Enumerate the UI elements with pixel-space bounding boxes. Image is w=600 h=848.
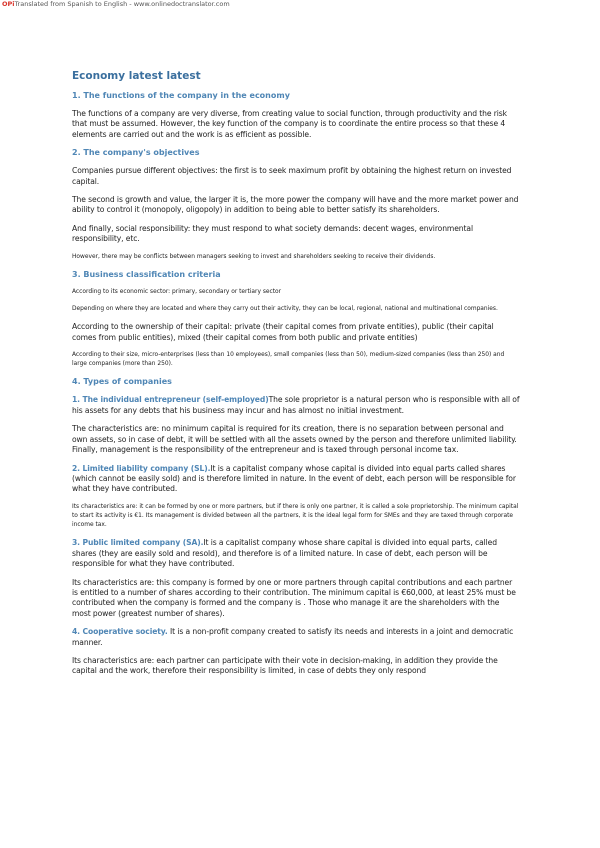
paragraph-limited-liability <box>72 464 520 495</box>
paragraph-cooperative <box>72 627 520 648</box>
lead-text: The sole proprietor is a natural person who is responsible with all of his assets for any debts that his business may incur and has almost no initial investment. <box>72 395 520 415</box>
paragraph-public-limited <box>72 538 520 569</box>
section-heading-types: 4. Types of companies <box>72 377 172 387</box>
paragraph-small: Depending on where they are located and where they carry out their activity, they can be local, regional, national and multinational companies. <box>72 306 498 313</box>
paragraph-small: Its characteristics are: it can be formed by one or more partners, but if there is only one partner, it is called a sole proprietorship. The minimum capital to start its activity is €1. Its management is divided between all the partners, it is the ideal legal form for SMEs and they are taxed through corporate income tax. <box>72 503 519 529</box>
paragraph-small: However, there may be conflicts between managers seeking to invest and shareholders seeking to receive their dividends. <box>72 253 436 260</box>
translator-logo: OPi <box>2 0 15 8</box>
lead-text: It is a capitalist company whose share capital is divided into equal parts, called shares (they are easily sold and resold), and therefore is of a limited nature. In case of debt, each person will be responsible for what they have contributed. <box>72 538 497 569</box>
lead-cooperative: 4. Cooperative society. <box>72 627 168 637</box>
translation-banner <box>2 0 230 8</box>
paragraph: The functions of a company are very diverse, from creating value to social function, through productivity and the risk that must be assumed. However, the key function of the company is to coordinate the entire process so that these 4 elements are carried out and the work is as efficient as possible. <box>72 109 507 139</box>
section-heading-functions: 1. The functions of the company in the economy <box>72 91 290 100</box>
paragraph: According to the ownership of their capital: private (their capital comes from private entities), public (their capital comes from public entities), mixed (their capital comes from both public and private entities) <box>72 322 494 342</box>
lead-text: It is a non-profit company created to satisfy its needs and interests in a joint and democratic manner. <box>72 627 514 647</box>
paragraph: Companies pursue different objectives: the first is to seek maximum profit by obtaining the highest return on invested capital. <box>72 166 512 186</box>
paragraph-individual-entrepreneur <box>72 395 520 416</box>
document-body <box>72 70 520 685</box>
document-title: Economy latest latest <box>72 70 201 82</box>
section-heading-classification: 3. Business classification criteria <box>72 269 221 279</box>
paragraph: The characteristics are: no minimum capital is required for its creation, there is no separation between personal and own assets, so in case of debt, it will be settled with all the assets owned by the person and therefore unlimited liability. Finally, management is the responsibility of the entrepreneur and is taxed through personal income tax. <box>72 424 517 455</box>
lead-individual-entrepreneur: 1. The individual entrepreneur (self-employed) <box>72 395 269 405</box>
paragraph: Its characteristics are: this company is formed by one or more partners through capital contributions and each partner is entitled to a number of shares according to their contribution. The minimum capital is €60,000, at least 25% must be contributed when the company is formed and the company is . Those who manage it are the shareholders with the most power (greatest number of shares). <box>72 577 516 618</box>
paragraph: And finally, social responsibility: they must respond to what society demands: decent wages, environmental responsibility, etc. <box>72 223 473 244</box>
lead-limited-liability: 2. Limited liability company (SL). <box>72 463 211 473</box>
paragraph: The second is growth and value, the larger it is, the more power the company will have and the more market power and ability to control it (monopoly, oligopoly) in addition to being able to better satisfy its shareholders. <box>72 195 519 215</box>
paragraph: Its characteristics are: each partner can participate with their vote in decision-making, in addition they provide the capital and the work, therefore their responsibility is limited, in case of debts they only respond <box>72 656 498 676</box>
paragraph-small: According to its economic sector: primary, secondary or tertiary sector <box>72 288 282 295</box>
lead-public-limited: 3. Public limited company (SA). <box>72 538 204 548</box>
paragraph-small: According to their size, micro-enterprises (less than 10 employees), small companies (less than 50), medium-sized companies (less than 250) and large companies (more than 250). <box>72 352 505 368</box>
lead-text: It is a capitalist company whose capital is divided into equal parts called shares (which cannot be easily sold) and is therefore limited in nature. In the event of debt, each person will be responsible for what they have contributed. <box>72 463 516 494</box>
translation-notice: Translated from Spanish to English - www.onlinedoctranslator.com <box>14 0 230 8</box>
section-heading-objectives: 2. The company's objectives <box>72 148 200 158</box>
